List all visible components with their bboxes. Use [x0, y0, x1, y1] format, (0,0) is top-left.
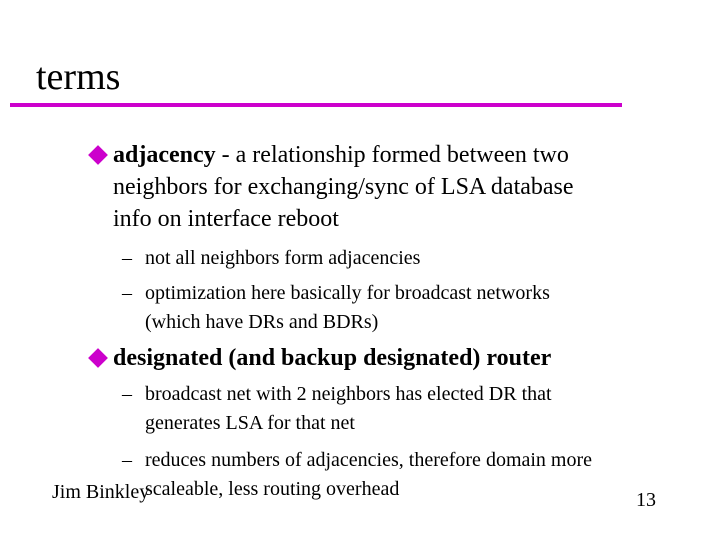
subpoint-text: not all neighbors form adjacencies: [145, 247, 421, 269]
title-underline: [10, 103, 622, 107]
page-number: 13: [636, 489, 656, 511]
subpoint-dash: –: [122, 449, 132, 471]
adjacency-definition-start: - a relationship formed between two: [215, 142, 569, 168]
subpoint-text-continued: scaleable, less routing overhead: [145, 478, 400, 500]
subpoint-text: reduces numbers of adjacencies, therefore domain more: [145, 449, 593, 471]
subpoint-text-continued: (which have DRs and BDRs): [145, 311, 379, 333]
subpoint-dash: –: [122, 383, 132, 405]
term-designated-router: designated (and backup designated) router: [113, 345, 552, 371]
subpoint-text: broadcast net with 2 neighbors has elected DR that: [145, 383, 552, 405]
item-adjacency-line2: neighbors for exchanging/sync of LSA database: [113, 174, 574, 200]
footer-author: Jim Binkley: [52, 481, 150, 503]
bullet-diamond-icon: [88, 348, 108, 368]
subpoint-text-continued: generates LSA for that net: [145, 412, 355, 434]
slide-title: terms: [36, 56, 121, 98]
item-adjacency-line1: [113, 140, 569, 170]
subpoint-dash: –: [122, 247, 132, 269]
bullet-diamond-icon: [88, 145, 108, 165]
term-adjacency: adjacency: [113, 142, 216, 168]
item-adjacency-line3: info on interface reboot: [113, 206, 339, 232]
subpoint-text: optimization here basically for broadcast networks: [145, 282, 550, 304]
subpoint-dash: –: [122, 282, 132, 304]
